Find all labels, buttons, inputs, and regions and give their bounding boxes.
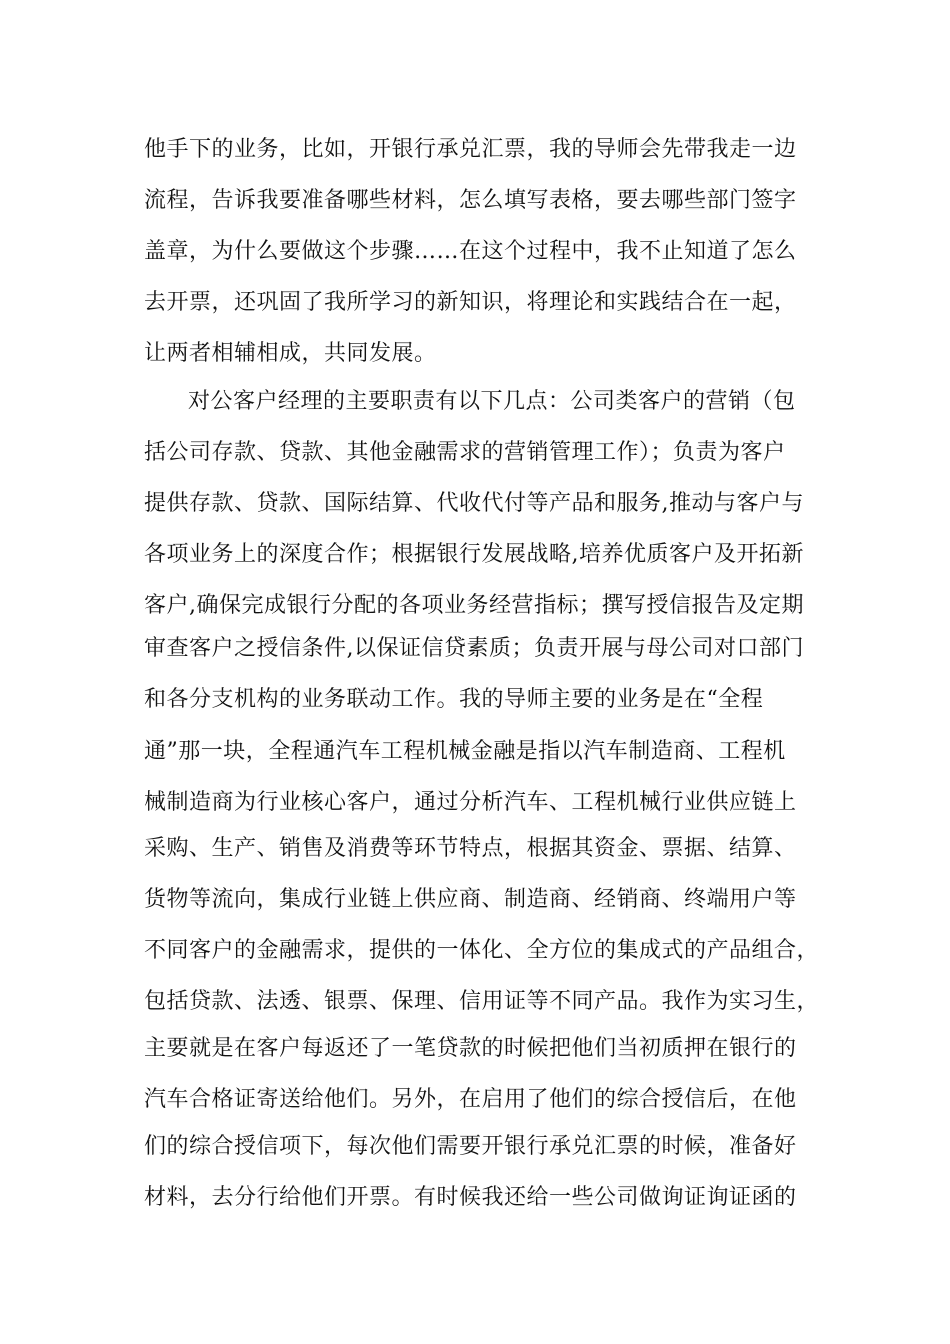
text-line: 械制造商为行业核心客户，通过分析汽车、工程机械行业供应链上 — [144, 790, 797, 815]
text-line: 汽车合格证寄送给他们。另外，在启用了他们的综合授信后，在他 — [144, 1087, 797, 1112]
text-line: 他手下的业务，比如，开银行承兑汇票，我的导师会先带我走一边 — [144, 137, 797, 162]
text-line: 采购、生产、销售及消费等环节特点，根据其资金、票据、结算、 — [144, 836, 797, 861]
text-line: 包括贷款、法透、银票、保理、信用证等不同产品。我作为实习生， — [144, 989, 820, 1014]
text-line: 各项业务上的深度合作；根据银行发展战略,培养优质客户及开拓新 — [144, 542, 804, 567]
text-line: 去开票，还巩固了我所学习的新知识，将理论和实践结合在一起， — [144, 290, 797, 315]
text-line: 客户,确保完成银行分配的各项业务经营指标；撰写授信报告及定期 — [144, 593, 804, 618]
text-line: 通”那一块，全程通汽车工程机械金融是指以汽车制造商、工程机 — [144, 739, 786, 764]
text-line: 主要就是在客户每返还了一笔贷款的时候把他们当初质押在银行的 — [144, 1036, 797, 1061]
text-line: 和各分支机构的业务联动工作。我的导师主要的业务是在“全程 — [144, 687, 764, 712]
text-line: 货物等流向，集成行业链上供应商、制造商、经销商、终端用户等 — [144, 887, 797, 912]
text-line: 不同客户的金融需求，提供的一体化、全方位的集成式的产品组合， — [144, 938, 820, 963]
paragraph-first-line: 对公客户经理的主要职责有以下几点：公司类客户的营销（包 — [188, 389, 796, 414]
text-line: 材料，去分行给他们开票。有时候我还给一些公司做询证询证函的 — [144, 1185, 797, 1210]
text-line: 让两者相辅相成，共同发展。 — [144, 341, 437, 366]
text-line: 们的综合授信项下，每次他们需要开银行承兑汇票的时候，准备好 — [144, 1134, 797, 1159]
text-line: 括公司存款、贷款、其他金融需求的营销管理工作）；负责为客户 — [144, 440, 786, 465]
text-line: 盖章，为什么要做这个步骤……在这个过程中，我不止知道了怎么 — [144, 239, 797, 264]
text-line: 流程，告诉我要准备哪些材料，怎么填写表格，要去哪些部门签字 — [144, 188, 797, 213]
text-line: 审查客户之授信条件,以保证信贷素质；负责开展与母公司对口部门 — [144, 636, 804, 661]
text-line: 提供存款、贷款、国际结算、代收代付等产品和服务,推动与客户与 — [144, 491, 804, 516]
